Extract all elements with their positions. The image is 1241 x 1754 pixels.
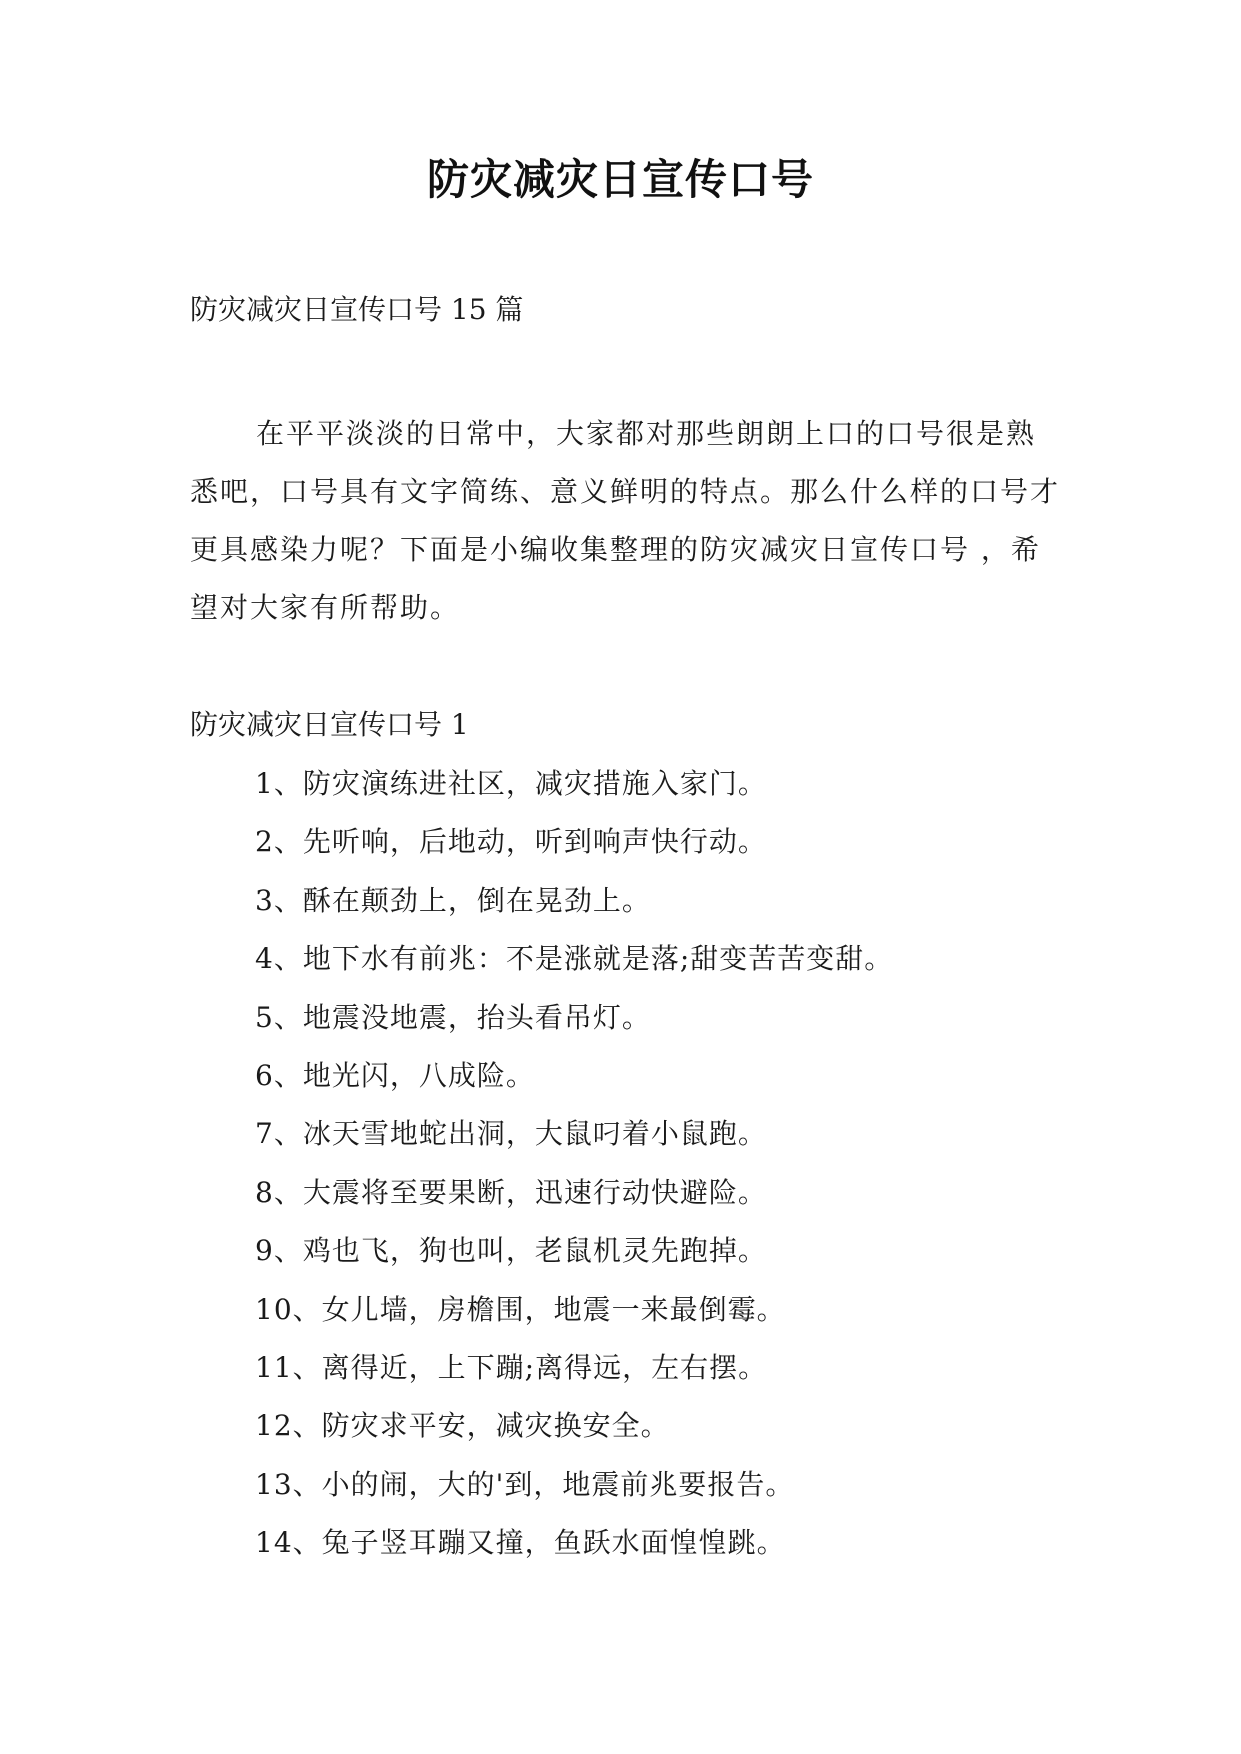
slogan-item: 7、冰天雪地蛇出洞，大鼠叼着小鼠跑。 xyxy=(255,1117,767,1151)
slogan-item: 14、兔子竖耳蹦又撞，鱼跃水面惶惶跳。 xyxy=(255,1526,786,1560)
slogan-list xyxy=(255,755,893,1572)
section-heading: 防灾减灾日宣传口号 1 xyxy=(190,708,469,741)
slogan-item: 13、小的闹，大的'到，地震前兆要报告。 xyxy=(255,1467,795,1501)
slogan-item: 11、离得近，上下蹦;离得远，左右摆。 xyxy=(255,1350,768,1384)
intro-paragraph: 在平平淡淡的日常中，大家都对那些朗朗上口的口号很是熟悉吧，口号具有文字简练、意义鲜明的特点。那么什么样的口号才更具感染力呢？下面是小编收集整理的防灾减灾日宣传口号 ，希望对大家有所帮助。 xyxy=(190,417,1061,624)
slogan-item: 8、大震将至要果断，迅速行动快避险。 xyxy=(255,1175,767,1209)
slogan-item: 9、鸡也飞，狗也叫，老鼠机灵先跑掉。 xyxy=(255,1234,767,1268)
slogan-item: 1、防灾演练进社区，减灾措施入家门。 xyxy=(255,767,767,800)
slogan-item: 2、先听响，后地动，听到响声快行动。 xyxy=(255,825,767,859)
slogan-item: 4、地下水有前兆：不是涨就是落;甜变苦苦变甜。 xyxy=(255,942,894,976)
slogan-item: 12、防灾求平安，减灾换安全。 xyxy=(255,1409,670,1443)
slogan-item: 5、地震没地震，抬头看吊灯。 xyxy=(255,1000,651,1034)
slogan-item: 6、地光闪，八成险。 xyxy=(255,1058,535,1092)
document-title: 防灾减灾日宣传口号 xyxy=(426,155,814,204)
document-subtitle: 防灾减灾日宣传口号 15 篇 xyxy=(190,293,524,326)
slogan-item: 3、酥在颠劲上，倒在晃劲上。 xyxy=(255,883,651,917)
slogan-item: 10、女儿墙，房檐围，地震一来最倒霉。 xyxy=(255,1292,786,1326)
